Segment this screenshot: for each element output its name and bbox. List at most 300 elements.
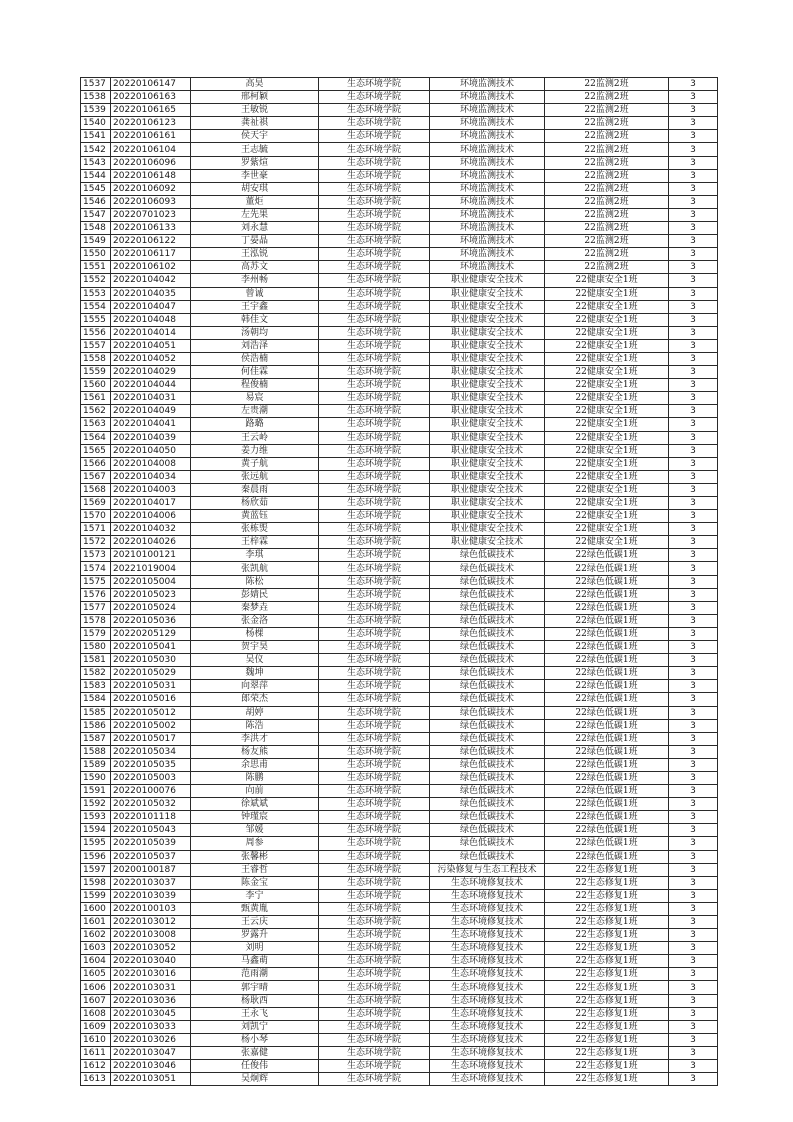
- row-index-cell: 1546: [81, 195, 111, 208]
- class-name-cell: 22监测2班: [545, 222, 669, 235]
- student-id-cell: 20220105023: [111, 588, 191, 601]
- student-id-cell: 20220105017: [111, 732, 191, 745]
- student-id-cell: 20220104032: [111, 523, 191, 536]
- table-row: [81, 208, 718, 221]
- table-row: [81, 366, 718, 379]
- row-index-cell: 1547: [81, 208, 111, 221]
- student-name-cell: 刘凯宁: [191, 1020, 319, 1033]
- college-cell: 生态环境学院: [319, 811, 430, 824]
- study-years-cell: 3: [669, 300, 718, 313]
- study-years-cell: 3: [669, 1033, 718, 1046]
- major-cell: 绿色低碳技术: [430, 798, 545, 811]
- class-name-cell: 22健康安全1班: [545, 274, 669, 287]
- student-id-cell: 20200100187: [111, 863, 191, 876]
- student-name-cell: 王志毓: [191, 143, 319, 156]
- student-name-cell: 张金洛: [191, 614, 319, 627]
- student-name-cell: 胡婷: [191, 706, 319, 719]
- class-name-cell: 22健康安全1班: [545, 405, 669, 418]
- college-cell: 生态环境学院: [319, 300, 430, 313]
- row-index-cell: 1613: [81, 1073, 111, 1086]
- student-name-cell: 马鑫萌: [191, 955, 319, 968]
- student-name-cell: 张栋煚: [191, 523, 319, 536]
- major-cell: 环境监测技术: [430, 208, 545, 221]
- college-cell: 生态环境学院: [319, 785, 430, 798]
- table-row: [81, 680, 718, 693]
- college-cell: 生态环境学院: [319, 497, 430, 510]
- student-id-cell: 20220101118: [111, 811, 191, 824]
- row-index-cell: 1569: [81, 497, 111, 510]
- graduate-list-sheet: [80, 77, 717, 1086]
- class-name-cell: 22绿色低碳1班: [545, 758, 669, 771]
- student-id-cell: 20220106104: [111, 143, 191, 156]
- student-name-cell: 刘明: [191, 942, 319, 955]
- class-name-cell: 22健康安全1班: [545, 536, 669, 549]
- row-index-cell: 1573: [81, 549, 111, 562]
- major-cell: 生态环境修复技术: [430, 968, 545, 981]
- class-name-cell: 22健康安全1班: [545, 392, 669, 405]
- major-cell: 污染修复与生态工程技术: [430, 863, 545, 876]
- row-index-cell: 1585: [81, 706, 111, 719]
- major-cell: 环境监测技术: [430, 117, 545, 130]
- table-row: [81, 523, 718, 536]
- major-cell: 绿色低碳技术: [430, 667, 545, 680]
- major-cell: 职业健康安全技术: [430, 470, 545, 483]
- table-row: [81, 968, 718, 981]
- study-years-cell: 3: [669, 785, 718, 798]
- row-index-cell: 1591: [81, 785, 111, 798]
- study-years-cell: 3: [669, 1020, 718, 1033]
- student-name-cell: 丁晏晶: [191, 235, 319, 248]
- class-name-cell: 22生态修复1班: [545, 929, 669, 942]
- major-cell: 绿色低碳技术: [430, 562, 545, 575]
- study-years-cell: 3: [669, 117, 718, 130]
- college-cell: 生态环境学院: [319, 169, 430, 182]
- class-name-cell: 22绿色低碳1班: [545, 745, 669, 758]
- major-cell: 职业健康安全技术: [430, 510, 545, 523]
- major-cell: 绿色低碳技术: [430, 706, 545, 719]
- college-cell: 生态环境学院: [319, 326, 430, 339]
- class-name-cell: 22绿色低碳1班: [545, 667, 669, 680]
- row-index-cell: 1559: [81, 366, 111, 379]
- college-cell: 生态环境学院: [319, 902, 430, 915]
- row-index-cell: 1596: [81, 850, 111, 863]
- student-id-cell: 20221019004: [111, 562, 191, 575]
- student-id-cell: 20220106122: [111, 235, 191, 248]
- student-id-cell: 20220104029: [111, 366, 191, 379]
- student-name-cell: 高昊: [191, 78, 319, 91]
- table-row: [81, 889, 718, 902]
- college-cell: 生态环境学院: [319, 130, 430, 143]
- study-years-cell: 3: [669, 968, 718, 981]
- row-index-cell: 1553: [81, 287, 111, 300]
- student-id-cell: 20220103040: [111, 955, 191, 968]
- student-name-cell: 罗露升: [191, 929, 319, 942]
- student-id-cell: 20220106096: [111, 156, 191, 169]
- class-name-cell: 22监测2班: [545, 195, 669, 208]
- row-index-cell: 1540: [81, 117, 111, 130]
- class-name-cell: 22绿色低碳1班: [545, 785, 669, 798]
- study-years-cell: 3: [669, 706, 718, 719]
- row-index-cell: 1560: [81, 379, 111, 392]
- college-cell: 生态环境学院: [319, 981, 430, 994]
- row-index-cell: 1567: [81, 470, 111, 483]
- college-cell: 生态环境学院: [319, 641, 430, 654]
- row-index-cell: 1606: [81, 981, 111, 994]
- student-id-cell: 20220104014: [111, 326, 191, 339]
- major-cell: 绿色低碳技术: [430, 850, 545, 863]
- table-row: [81, 798, 718, 811]
- student-id-cell: 20220104042: [111, 274, 191, 287]
- college-cell: 生态环境学院: [319, 745, 430, 758]
- student-id-cell: 20220105003: [111, 771, 191, 784]
- student-name-cell: 路璐: [191, 418, 319, 431]
- study-years-cell: 3: [669, 510, 718, 523]
- student-name-cell: 王睿哲: [191, 863, 319, 876]
- class-name-cell: 22健康安全1班: [545, 379, 669, 392]
- class-name-cell: 22监测2班: [545, 104, 669, 117]
- table-row: [81, 771, 718, 784]
- table-row: [81, 876, 718, 889]
- study-years-cell: 3: [669, 654, 718, 667]
- study-years-cell: 3: [669, 78, 718, 91]
- class-name-cell: 22生态修复1班: [545, 863, 669, 876]
- class-name-cell: 22生态修复1班: [545, 902, 669, 915]
- class-name-cell: 22绿色低碳1班: [545, 771, 669, 784]
- class-name-cell: 22生态修复1班: [545, 1007, 669, 1020]
- row-index-cell: 1604: [81, 955, 111, 968]
- row-index-cell: 1609: [81, 1020, 111, 1033]
- student-name-cell: 左先果: [191, 208, 319, 221]
- table-row: [81, 549, 718, 562]
- major-cell: 生态环境修复技术: [430, 916, 545, 929]
- study-years-cell: 3: [669, 719, 718, 732]
- student-id-cell: 20220103026: [111, 1033, 191, 1046]
- class-name-cell: 22绿色低碳1班: [545, 719, 669, 732]
- major-cell: 绿色低碳技术: [430, 627, 545, 640]
- table-row: [81, 352, 718, 365]
- major-cell: 绿色低碳技术: [430, 588, 545, 601]
- student-id-cell: 20220104031: [111, 392, 191, 405]
- table-row: [81, 562, 718, 575]
- study-years-cell: 3: [669, 195, 718, 208]
- class-name-cell: 22健康安全1班: [545, 418, 669, 431]
- study-years-cell: 3: [669, 208, 718, 221]
- class-name-cell: 22监测2班: [545, 117, 669, 130]
- table-row: [81, 732, 718, 745]
- college-cell: 生态环境学院: [319, 667, 430, 680]
- major-cell: 绿色低碳技术: [430, 654, 545, 667]
- row-index-cell: 1575: [81, 575, 111, 588]
- class-name-cell: 22监测2班: [545, 182, 669, 195]
- table-row: [81, 693, 718, 706]
- class-name-cell: 22生态修复1班: [545, 1033, 669, 1046]
- table-row: [81, 929, 718, 942]
- student-id-cell: 20220104034: [111, 470, 191, 483]
- major-cell: 职业健康安全技术: [430, 497, 545, 510]
- student-id-cell: 20220105031: [111, 680, 191, 693]
- row-index-cell: 1583: [81, 680, 111, 693]
- class-name-cell: 22健康安全1班: [545, 444, 669, 457]
- table-row: [81, 379, 718, 392]
- major-cell: 职业健康安全技术: [430, 287, 545, 300]
- class-name-cell: 22绿色低碳1班: [545, 614, 669, 627]
- student-name-cell: 胡安琪: [191, 182, 319, 195]
- table-row: [81, 287, 718, 300]
- class-name-cell: 22健康安全1班: [545, 339, 669, 352]
- major-cell: 绿色低碳技术: [430, 785, 545, 798]
- major-cell: 生态环境修复技术: [430, 1060, 545, 1073]
- table-row: [81, 182, 718, 195]
- row-index-cell: 1610: [81, 1033, 111, 1046]
- row-index-cell: 1550: [81, 248, 111, 261]
- major-cell: 绿色低碳技术: [430, 758, 545, 771]
- college-cell: 生态环境学院: [319, 195, 430, 208]
- row-index-cell: 1582: [81, 667, 111, 680]
- major-cell: 环境监测技术: [430, 143, 545, 156]
- college-cell: 生态环境学院: [319, 222, 430, 235]
- major-cell: 环境监测技术: [430, 91, 545, 104]
- table-row: [81, 745, 718, 758]
- class-name-cell: 22生态修复1班: [545, 876, 669, 889]
- table-row: [81, 104, 718, 117]
- student-name-cell: 程俊楠: [191, 379, 319, 392]
- student-name-cell: 邢柯颖: [191, 91, 319, 104]
- student-id-cell: 20220105012: [111, 706, 191, 719]
- college-cell: 生态环境学院: [319, 1046, 430, 1059]
- student-name-cell: 罗紫煊: [191, 156, 319, 169]
- table-row: [81, 1033, 718, 1046]
- study-years-cell: 3: [669, 405, 718, 418]
- class-name-cell: 22绿色低碳1班: [545, 588, 669, 601]
- student-id-cell: 20220100103: [111, 902, 191, 915]
- college-cell: 生态环境学院: [319, 248, 430, 261]
- class-name-cell: 22监测2班: [545, 235, 669, 248]
- student-id-cell: 20220104017: [111, 497, 191, 510]
- table-row: [81, 431, 718, 444]
- study-years-cell: 3: [669, 523, 718, 536]
- table-row: [81, 457, 718, 470]
- study-years-cell: 3: [669, 352, 718, 365]
- major-cell: 生态环境修复技术: [430, 1020, 545, 1033]
- student-id-cell: 20220105029: [111, 667, 191, 680]
- student-id-cell: 20220103033: [111, 1020, 191, 1033]
- study-years-cell: 3: [669, 771, 718, 784]
- study-years-cell: 3: [669, 130, 718, 143]
- class-name-cell: 22监测2班: [545, 130, 669, 143]
- study-years-cell: 3: [669, 732, 718, 745]
- study-years-cell: 3: [669, 326, 718, 339]
- student-name-cell: 黄子航: [191, 457, 319, 470]
- student-id-cell: 20220105043: [111, 824, 191, 837]
- college-cell: 生态环境学院: [319, 352, 430, 365]
- class-name-cell: 22监测2班: [545, 261, 669, 274]
- student-id-cell: 20220106093: [111, 195, 191, 208]
- row-index-cell: 1554: [81, 300, 111, 313]
- row-index-cell: 1590: [81, 771, 111, 784]
- study-years-cell: 3: [669, 536, 718, 549]
- student-id-cell: 20220103051: [111, 1073, 191, 1086]
- study-years-cell: 3: [669, 549, 718, 562]
- study-years-cell: 3: [669, 876, 718, 889]
- row-index-cell: 1574: [81, 562, 111, 575]
- student-id-cell: 20220105004: [111, 575, 191, 588]
- student-name-cell: 邹媛: [191, 824, 319, 837]
- major-cell: 生态环境修复技术: [430, 1046, 545, 1059]
- table-row: [81, 706, 718, 719]
- major-cell: 生态环境修复技术: [430, 1073, 545, 1086]
- major-cell: 职业健康安全技术: [430, 405, 545, 418]
- student-id-cell: 20220105035: [111, 758, 191, 771]
- student-name-cell: 曾诚: [191, 287, 319, 300]
- class-name-cell: 22生态修复1班: [545, 942, 669, 955]
- college-cell: 生态环境学院: [319, 706, 430, 719]
- student-id-cell: 20220105041: [111, 641, 191, 654]
- major-cell: 绿色低碳技术: [430, 811, 545, 824]
- student-name-cell: 董炬: [191, 195, 319, 208]
- table-row: [81, 863, 718, 876]
- student-id-cell: 20220106163: [111, 91, 191, 104]
- major-cell: 生态环境修复技术: [430, 876, 545, 889]
- study-years-cell: 3: [669, 693, 718, 706]
- table-row: [81, 392, 718, 405]
- study-years-cell: 3: [669, 483, 718, 496]
- row-index-cell: 1588: [81, 745, 111, 758]
- study-years-cell: 3: [669, 562, 718, 575]
- major-cell: 环境监测技术: [430, 156, 545, 169]
- student-name-cell: 韩佳文: [191, 313, 319, 326]
- college-cell: 生态环境学院: [319, 588, 430, 601]
- college-cell: 生态环境学院: [319, 968, 430, 981]
- class-name-cell: 22生态修复1班: [545, 1020, 669, 1033]
- table-row: [81, 405, 718, 418]
- study-years-cell: 3: [669, 981, 718, 994]
- row-index-cell: 1572: [81, 536, 111, 549]
- major-cell: 绿色低碳技术: [430, 549, 545, 562]
- student-name-cell: 吴炯辉: [191, 1073, 319, 1086]
- study-years-cell: 3: [669, 444, 718, 457]
- student-name-cell: 郭宇晴: [191, 981, 319, 994]
- college-cell: 生态环境学院: [319, 562, 430, 575]
- row-index-cell: 1595: [81, 837, 111, 850]
- study-years-cell: 3: [669, 143, 718, 156]
- student-name-cell: 李琪: [191, 549, 319, 562]
- major-cell: 职业健康安全技术: [430, 418, 545, 431]
- class-name-cell: 22绿色低碳1班: [545, 824, 669, 837]
- major-cell: 环境监测技术: [430, 104, 545, 117]
- study-years-cell: 3: [669, 418, 718, 431]
- row-index-cell: 1597: [81, 863, 111, 876]
- student-id-cell: 20220103037: [111, 876, 191, 889]
- major-cell: 环境监测技术: [430, 222, 545, 235]
- class-name-cell: 22健康安全1班: [545, 326, 669, 339]
- row-index-cell: 1598: [81, 876, 111, 889]
- table-row: [81, 994, 718, 1007]
- student-id-cell: 20210100121: [111, 549, 191, 562]
- college-cell: 生态环境学院: [319, 876, 430, 889]
- college-cell: 生态环境学院: [319, 379, 430, 392]
- class-name-cell: 22生态修复1班: [545, 1046, 669, 1059]
- major-cell: 职业健康安全技术: [430, 379, 545, 392]
- student-id-cell: 20220103016: [111, 968, 191, 981]
- major-cell: 绿色低碳技术: [430, 575, 545, 588]
- study-years-cell: 3: [669, 313, 718, 326]
- college-cell: 生态环境学院: [319, 523, 430, 536]
- major-cell: 职业健康安全技术: [430, 431, 545, 444]
- major-cell: 绿色低碳技术: [430, 614, 545, 627]
- student-id-cell: 20220105037: [111, 850, 191, 863]
- study-years-cell: 3: [669, 680, 718, 693]
- college-cell: 生态环境学院: [319, 510, 430, 523]
- table-row: [81, 326, 718, 339]
- study-years-cell: 3: [669, 929, 718, 942]
- table-row: [81, 824, 718, 837]
- student-id-cell: 20220103036: [111, 994, 191, 1007]
- college-cell: 生态环境学院: [319, 1007, 430, 1020]
- class-name-cell: 22健康安全1班: [545, 313, 669, 326]
- student-name-cell: 张凯航: [191, 562, 319, 575]
- table-row: [81, 601, 718, 614]
- study-years-cell: 3: [669, 641, 718, 654]
- student-name-cell: 余思甫: [191, 758, 319, 771]
- study-years-cell: 3: [669, 497, 718, 510]
- college-cell: 生态环境学院: [319, 313, 430, 326]
- student-name-cell: 向前: [191, 785, 319, 798]
- row-index-cell: 1577: [81, 601, 111, 614]
- major-cell: 环境监测技术: [430, 130, 545, 143]
- table-row: [81, 785, 718, 798]
- major-cell: 生态环境修复技术: [430, 902, 545, 915]
- table-row: [81, 156, 718, 169]
- student-id-cell: 20220106117: [111, 248, 191, 261]
- class-name-cell: 22生态修复1班: [545, 981, 669, 994]
- major-cell: 环境监测技术: [430, 182, 545, 195]
- study-years-cell: 3: [669, 588, 718, 601]
- row-index-cell: 1558: [81, 352, 111, 365]
- table-row: [81, 339, 718, 352]
- student-name-cell: 李洪才: [191, 732, 319, 745]
- student-name-cell: 李世豪: [191, 169, 319, 182]
- row-index-cell: 1545: [81, 182, 111, 195]
- study-years-cell: 3: [669, 916, 718, 929]
- student-id-cell: 20220103046: [111, 1060, 191, 1073]
- study-years-cell: 3: [669, 248, 718, 261]
- study-years-cell: 3: [669, 1007, 718, 1020]
- table-row: [81, 719, 718, 732]
- college-cell: 生态环境学院: [319, 156, 430, 169]
- student-name-cell: 王敏锐: [191, 104, 319, 117]
- college-cell: 生态环境学院: [319, 208, 430, 221]
- student-id-cell: 20220105024: [111, 601, 191, 614]
- student-id-cell: 20220105030: [111, 654, 191, 667]
- row-index-cell: 1584: [81, 693, 111, 706]
- student-id-cell: 20220105036: [111, 614, 191, 627]
- row-index-cell: 1538: [81, 91, 111, 104]
- student-name-cell: 王梓霖: [191, 536, 319, 549]
- college-cell: 生态环境学院: [319, 117, 430, 130]
- table-row: [81, 654, 718, 667]
- study-years-cell: 3: [669, 91, 718, 104]
- table-row: [81, 942, 718, 955]
- table-row: [81, 916, 718, 929]
- row-index-cell: 1612: [81, 1060, 111, 1073]
- study-years-cell: 3: [669, 667, 718, 680]
- study-years-cell: 3: [669, 274, 718, 287]
- row-index-cell: 1578: [81, 614, 111, 627]
- college-cell: 生态环境学院: [319, 614, 430, 627]
- study-years-cell: 3: [669, 182, 718, 195]
- student-name-cell: 秦晨雨: [191, 483, 319, 496]
- student-name-cell: 王永飞: [191, 1007, 319, 1020]
